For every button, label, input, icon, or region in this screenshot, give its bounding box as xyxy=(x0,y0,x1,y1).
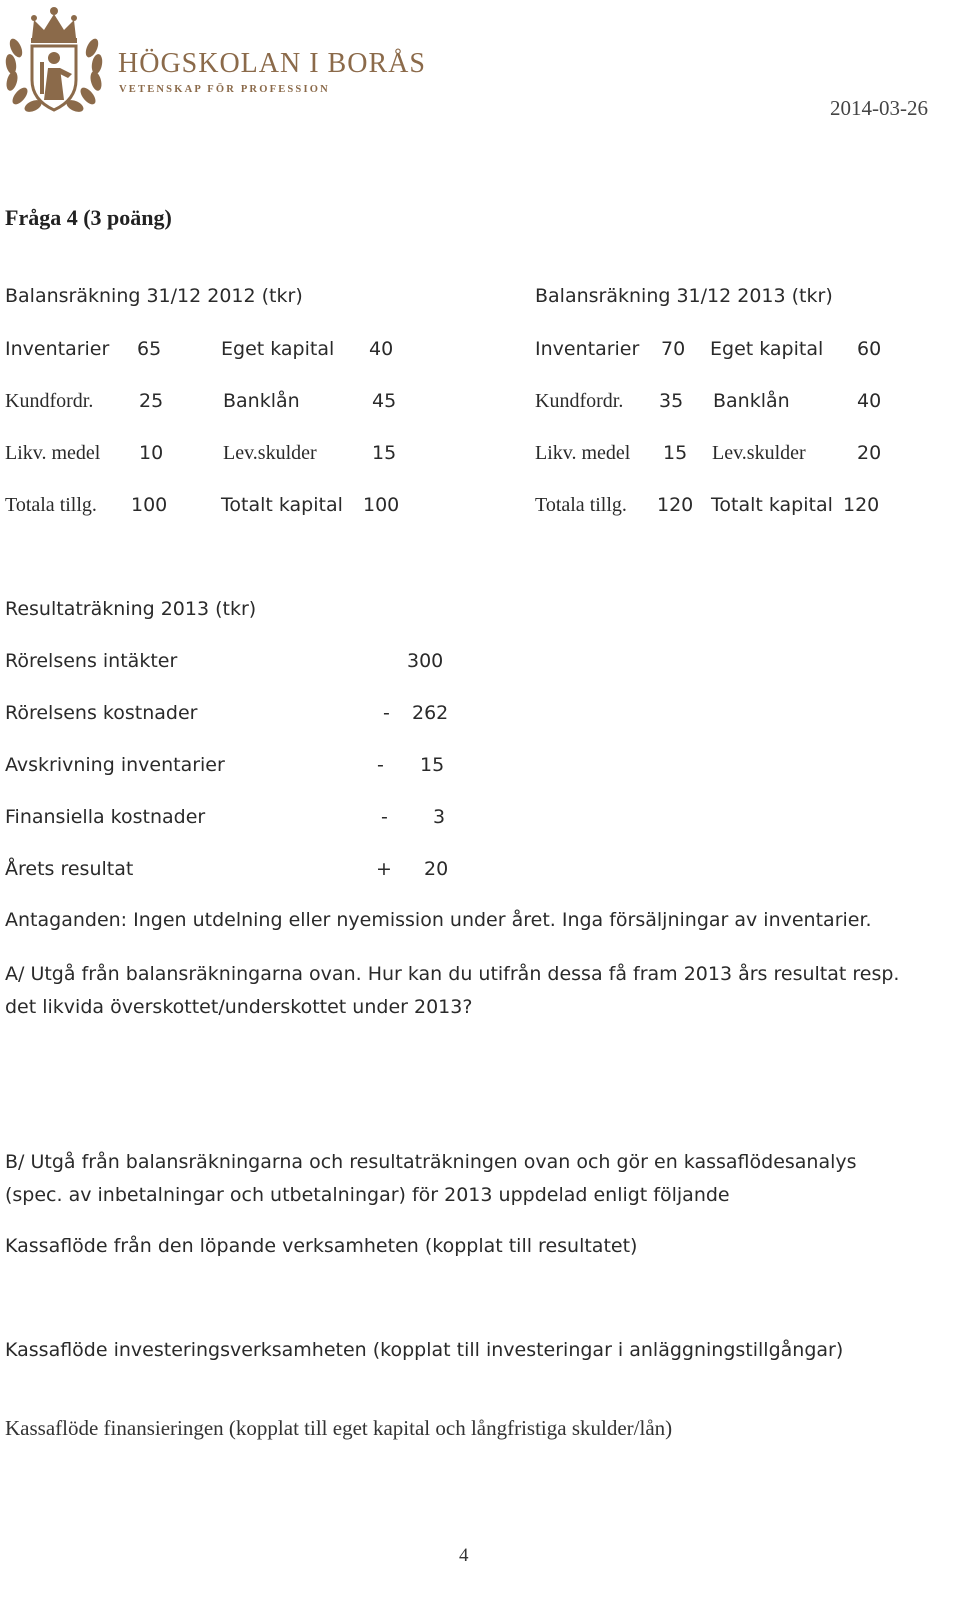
income-row5-sign: + xyxy=(376,858,392,880)
crest-icon xyxy=(2,2,106,116)
b13-row4-liability: Totalt kapital xyxy=(711,494,833,516)
b12-row2-asset: Kundfordr. xyxy=(5,390,94,412)
part-b-text: B/ Utgå från balansräkningarna och resultaträkningen ovan och gör en kassaflödesanalys (spec. av inbetalningar och utbetalningar) för 2013 uppdelad enligt följande xyxy=(5,1151,857,1206)
income-row3-value: 15 xyxy=(420,754,445,776)
b12-row3-liability-value: 15 xyxy=(372,442,397,464)
b12-row1-liability-value: 40 xyxy=(369,338,394,360)
income-row5-label: Årets resultat xyxy=(5,858,134,880)
b13-row3-asset-value: 15 xyxy=(663,442,688,464)
cashflow-investing-text: Kassaflöde investeringsverksamheten (kopplat till investeringar i anläggningstillgångar) xyxy=(5,1339,844,1361)
b12-row2-asset-value: 25 xyxy=(139,390,164,412)
b13-row2-liability-value: 40 xyxy=(857,390,882,412)
b13-row2-liability: Banklån xyxy=(713,390,790,412)
cashflow-financing-text: Kassaflöde finansieringen (kopplat till eget kapital och långfristiga skulder/lån) xyxy=(5,1416,673,1440)
b13-row1-asset: Inventarier xyxy=(535,338,640,360)
university-logo xyxy=(2,2,106,116)
cashflow-operating-text: Kassaflöde från den löpande verksamheten (kopplat till resultatet) xyxy=(5,1235,638,1257)
balance-2012-title: Balansräkning 31/12 2012 (tkr) xyxy=(5,285,303,307)
income-row2-label: Rörelsens kostnader xyxy=(5,702,198,724)
balance-2013-title: Balansräkning 31/12 2013 (tkr) xyxy=(535,285,833,307)
income-row4-value: 3 xyxy=(433,806,446,828)
part-a-text: A/ Utgå från balansräkningarna ovan. Hur kan du utifrån dessa få fram 2013 års resultat resp. det likvida överskottet/underskottet under 2013? xyxy=(5,963,900,1018)
b12-row4-asset-value: 100 xyxy=(131,494,168,516)
b12-row3-asset-value: 10 xyxy=(139,442,164,464)
logo-tagline: VETENSKAP FÖR PROFESSION xyxy=(119,84,330,95)
b12-row4-asset: Totala tillg. xyxy=(5,494,97,516)
income-row5-value: 20 xyxy=(424,858,449,880)
assumptions-text: Antaganden: Ingen utdelning eller nyemission under året. Inga försäljningar av inventarier. xyxy=(5,909,872,931)
b13-row2-asset: Kundfordr. xyxy=(535,390,624,412)
b12-row4-liability-value: 100 xyxy=(363,494,400,516)
page-number: 4 xyxy=(459,1545,469,1566)
b13-row1-liability: Eget kapital xyxy=(710,338,824,360)
income-row3-label: Avskrivning inventarier xyxy=(5,754,225,776)
b13-row3-asset: Likv. medel xyxy=(535,442,631,464)
income-row1-label: Rörelsens intäkter xyxy=(5,650,178,672)
income-row1-value: 300 xyxy=(407,650,444,672)
b12-row1-asset: Inventarier xyxy=(5,338,110,360)
income-row2-value: 262 xyxy=(412,702,449,724)
income-row2-sign: - xyxy=(383,702,390,724)
b13-row3-liability: Lev.skulder xyxy=(712,442,806,464)
b13-row4-asset-value: 120 xyxy=(657,494,694,516)
b13-row1-liability-value: 60 xyxy=(857,338,882,360)
income-row4-sign: - xyxy=(381,806,388,828)
income-2013-title: Resultaträkning 2013 (tkr) xyxy=(5,598,257,620)
b12-row2-liability: Banklån xyxy=(223,390,300,412)
b12-row3-asset: Likv. medel xyxy=(5,442,101,464)
income-row3-sign: - xyxy=(377,754,384,776)
b13-row1-asset-value: 70 xyxy=(661,338,686,360)
b12-row1-asset-value: 65 xyxy=(137,338,162,360)
b12-row2-liability-value: 45 xyxy=(372,390,397,412)
b12-row4-liability: Totalt kapital xyxy=(221,494,343,516)
b12-row1-liability: Eget kapital xyxy=(221,338,335,360)
document-date: 2014-03-26 xyxy=(830,96,928,120)
logo-name: HÖGSKOLAN I BORÅS xyxy=(118,48,426,79)
b12-row3-liability: Lev.skulder xyxy=(223,442,317,464)
b13-row4-asset: Totala tillg. xyxy=(535,494,627,516)
question-title: Fråga 4 (3 poäng) xyxy=(5,205,172,230)
b13-row2-asset-value: 35 xyxy=(659,390,684,412)
income-row4-label: Finansiella kostnader xyxy=(5,806,206,828)
b13-row4-liability-value: 120 xyxy=(843,494,880,516)
b13-row3-liability-value: 20 xyxy=(857,442,882,464)
